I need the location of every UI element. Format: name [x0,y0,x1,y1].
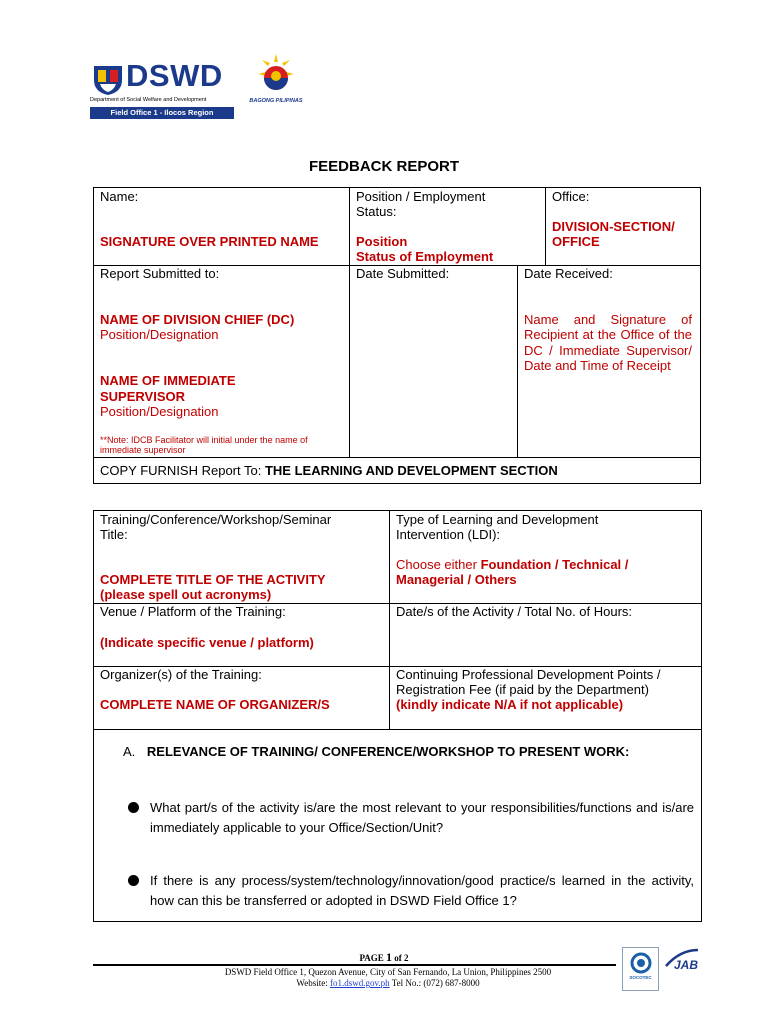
activity-dates-label: Date/s of the Activity / Total No. of Hours: [396,604,633,619]
jab-accreditation-badge [662,948,702,990]
report-submitted-label: Report Submitted to: [100,266,220,281]
ldi-type-label: Type of Learning and Development [396,512,599,527]
question-2-bullet [128,875,139,886]
question-1: What part/s of the activity is/are the most relevant to your responsibilities/functions and is/are immediately applicable to your Office/Section/Unit? [150,800,694,835]
socotec-certification-badge [622,947,659,991]
report-submitted-cell [94,266,349,457]
copy-furnish-label: COPY FURNISH Report To: [100,463,265,478]
footer-rule [93,964,616,966]
organizer-value: COMPLETE NAME OF ORGANIZER/S [100,697,330,712]
cpd-cell [390,667,701,729]
activity-title-cell [94,511,389,603]
section-a [94,730,701,921]
dswd-logo-subtitle: Department of Social Welfare and Development [90,97,207,103]
office-label: Office: [552,189,590,204]
name-cell [94,188,349,265]
activity-title-note: (please spell out acronyms) [100,587,272,602]
supervisor-name: NAME OF IMMEDIATE [100,373,236,388]
date-received-cell [518,266,700,457]
activity-title-label: Training/Conference/Workshop/Seminar [100,512,332,527]
date-received-value: Name and Signature of Recipient at the Office of the DC / Immediate Supervisor/ Date and Time of Receipt [524,312,692,374]
field-office-banner [90,107,234,119]
date-received-label: Date Received: [524,266,613,281]
facilitator-note: **Note: IDCB Facilitator will initial under the name of immediate supervisor [100,435,308,455]
venue-value: (Indicate specific venue / platform) [100,635,314,650]
activity-dates-cell [390,604,701,666]
office-value: DIVISION-SECTION/ [552,219,675,234]
ldi-type-options-cont: Managerial / Others [396,572,517,587]
ldi-type-label-cont: Intervention (LDI): [396,527,501,542]
division-chief-position: Position/Designation [100,327,219,342]
section-a-title: RELEVANCE OF TRAINING/ CONFERENCE/WORKSHOP TO PRESENT WORK: [146,744,630,759]
website-label: Website: [296,978,330,988]
supervisor-position: Position/Designation [100,404,219,419]
bagong-pilipinas-text: BAGONG PILIPINAS [249,98,303,104]
office-cell [546,188,700,265]
organizer-label: Organizer(s) of the Training: [100,667,262,682]
ldi-type-prefix: Choose either [396,557,481,572]
page-word: PAGE [359,953,387,963]
position-cell [350,188,545,265]
website-link[interactable]: fo1.dswd.gov.ph [329,978,390,988]
page-title: FEEDBACK REPORT [308,158,459,175]
venue-label: Venue / Platform of the Training: [100,604,286,619]
employment-status-value: Status of Employment [356,249,494,264]
name-value: SIGNATURE OVER PRINTED NAME [100,234,319,249]
division-chief-name: NAME OF DIVISION CHIEF (DC) [100,312,295,327]
question-1-bullet [128,802,139,813]
position-value: Position [356,234,408,249]
section-a-heading [123,744,629,759]
footer-address: DSWD Field Office 1, Quezon Avenue, City of San Fernando, La Union, Philippines 2500 [224,967,552,977]
copy-furnish-value: THE LEARNING AND DEVELOPMENT SECTION [264,463,558,478]
position-label-cont: Status: [356,204,397,219]
socotec-text: SOCOTEC [629,975,652,980]
page-current: 1 [386,950,393,964]
jab-text: JAB [674,958,699,972]
field-office-text: Field Office 1 - Ilocos Region [110,108,214,117]
venue-cell [94,604,389,666]
date-submitted-cell [350,266,517,457]
bagong-pilipinas-logo [246,52,306,108]
cpd-label-cont: Registration Fee (if paid by the Department) [396,682,649,697]
question-2: If there is any process/system/technology/innovation/good practice/s learned in the activity, how can this be transferred or adopted in DSWD Field Office 1? [150,873,694,908]
cpd-value: (kindly indicate N/A if not applicable) [396,697,624,712]
organizer-cell [94,667,389,729]
activity-title-value: COMPLETE TITLE OF THE ACTIVITY [100,572,326,587]
dswd-logo-text: DSWD [126,58,223,93]
copy-furnish-line [100,463,558,478]
dswd-emblem-icon [92,64,124,96]
footer-contact [93,978,683,989]
dswd-logo [90,58,236,120]
telephone: Tel No.: (072) 687-8000 [389,978,480,988]
copy-furnish-cell [94,458,700,483]
office-value-cont: OFFICE [552,234,600,249]
ldi-type-cell [390,511,701,603]
position-label: Position / Employment [356,189,486,204]
header-table [93,187,701,484]
cpd-label: Continuing Professional Development Points / [396,667,661,682]
activity-title-label-cont: Title: [100,527,128,542]
training-table [93,510,702,922]
date-submitted-label: Date Submitted: [356,266,450,281]
page-total: of 2 [392,953,409,963]
bagong-pilipinas-seal-icon [254,52,298,96]
ldi-type-value [396,557,628,572]
ldi-type-options: Foundation / Technical / [480,557,629,572]
section-a-letter: A. [123,744,136,759]
supervisor-name-cont: SUPERVISOR [100,389,186,404]
name-label: Name: [100,189,139,204]
socotec-icon [629,952,653,974]
